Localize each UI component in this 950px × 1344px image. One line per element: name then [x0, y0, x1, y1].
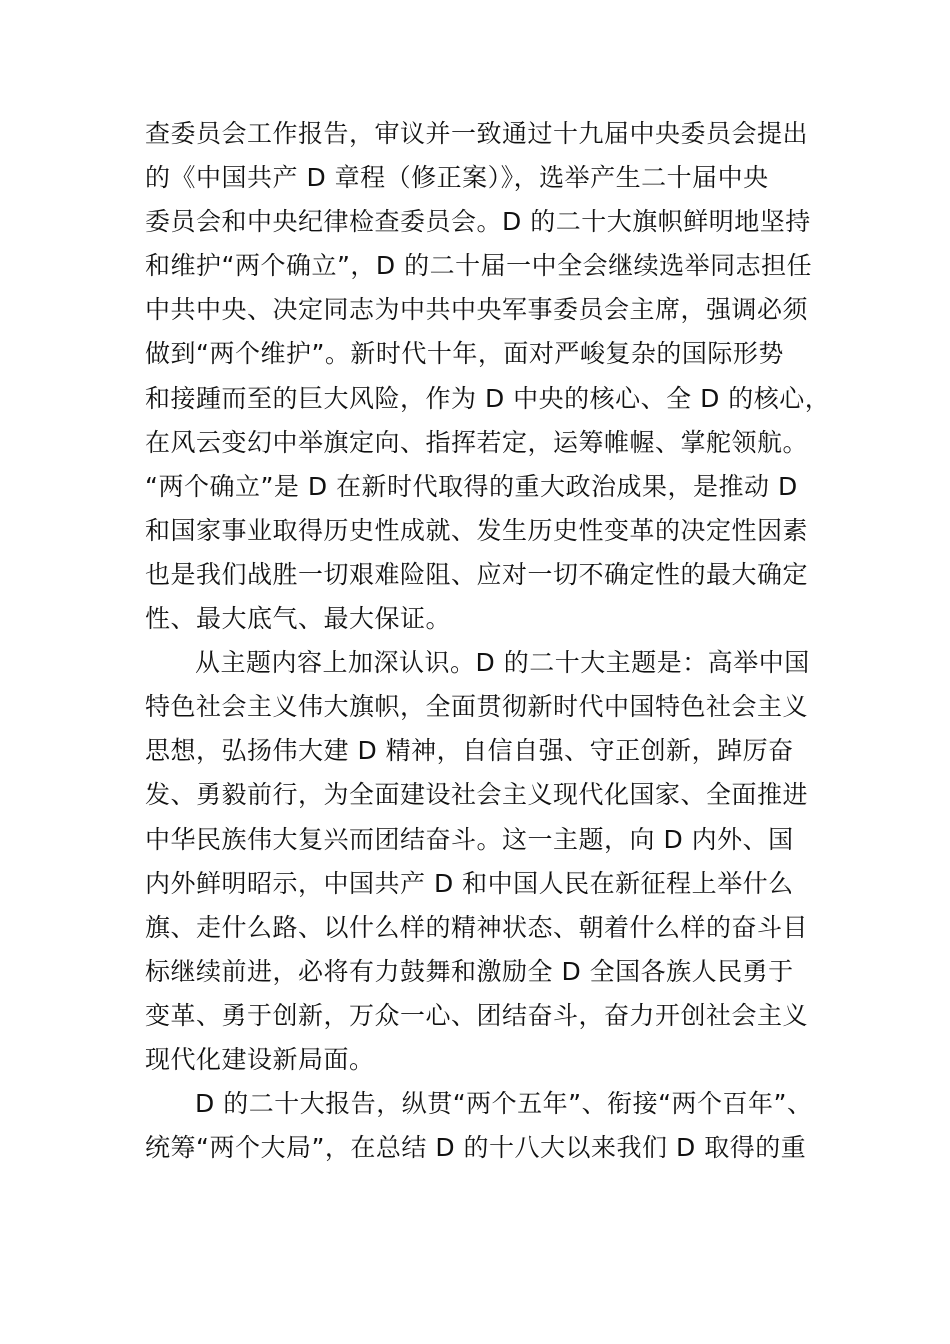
paragraph-start-line: 从主题内容上加深认识。D 的二十大主题是：高举中国	[195, 648, 810, 678]
text-line: 旗、走什么路、以什么样的精神状态、朝着什么样的奋斗目	[145, 912, 809, 942]
text-line: 发、勇毅前行，为全面建设社会主义现代化国家、全面推进	[145, 780, 809, 810]
text-line: 在风云变幻中举旗定向、指挥若定，运筹帷幄、掌舵领航。	[145, 427, 809, 457]
text-line: 中共中央、决定同志为中共中央军事委员会主席，强调必须	[145, 295, 809, 325]
text-line: 的《中国共产 D 章程（修正案）》，选举产生二十届中央	[145, 163, 769, 193]
document-body	[145, 112, 831, 1170]
text-line: 查委员会工作报告，审议并一致通过十九届中央委员会提出	[145, 119, 809, 148]
paragraph-start-line: D 的二十大报告，纵贯“两个五年”、衔接“两个百年”、	[195, 1089, 813, 1119]
text-line: 现代化建设新局面。	[145, 1044, 375, 1074]
text-line: 和国家事业取得历史性成就、发生历史性变革的决定性因素	[145, 515, 809, 545]
text-line: 内外鲜明昭示，中国共产 D 和中国人民在新征程上举什么	[145, 868, 794, 898]
text-line: “两个确立”是 D 在新时代取得的重大政治成果，是推动 D	[145, 471, 798, 501]
text-line: 做到“两个维护”。新时代十年，面对严峻复杂的国际形势	[145, 339, 784, 369]
text-line: 变革、勇于创新，万众一心、团结奋斗，奋力开创社会主义	[145, 1000, 809, 1030]
text-line: 特色社会主义伟大旗帜，全面贯彻新时代中国特色社会主义	[145, 692, 809, 722]
text-line: 中华民族伟大复兴而团结奋斗。这一主题，向 D 内外、国	[145, 824, 794, 854]
text-line: 性、最大底气、最大保证。	[145, 604, 452, 634]
text-line: 也是我们战胜一切艰难险阻、应对一切不确定性的最大确定	[145, 559, 809, 589]
text-line: 统筹“两个大局”，在总结 D 的十八大以来我们 D 取得的重	[145, 1133, 807, 1163]
text-line: 和维护“两个确立”，D 的二十届一中全会继续选举同志担任	[145, 251, 813, 281]
text-line: 思想，弘扬伟大建 D 精神，自信自强、守正创新，踔厉奋	[145, 736, 794, 766]
text-line: 标继续前进，必将有力鼓舞和激励全 D 全国各族人民勇于	[145, 956, 794, 986]
text-line: 委员会和中央纪律检查委员会。D 的二十大旗帜鲜明地坚持	[145, 207, 811, 237]
text-line: 和接踵而至的巨大风险，作为 D 中央的核心、全 D 的核心，	[145, 383, 831, 413]
